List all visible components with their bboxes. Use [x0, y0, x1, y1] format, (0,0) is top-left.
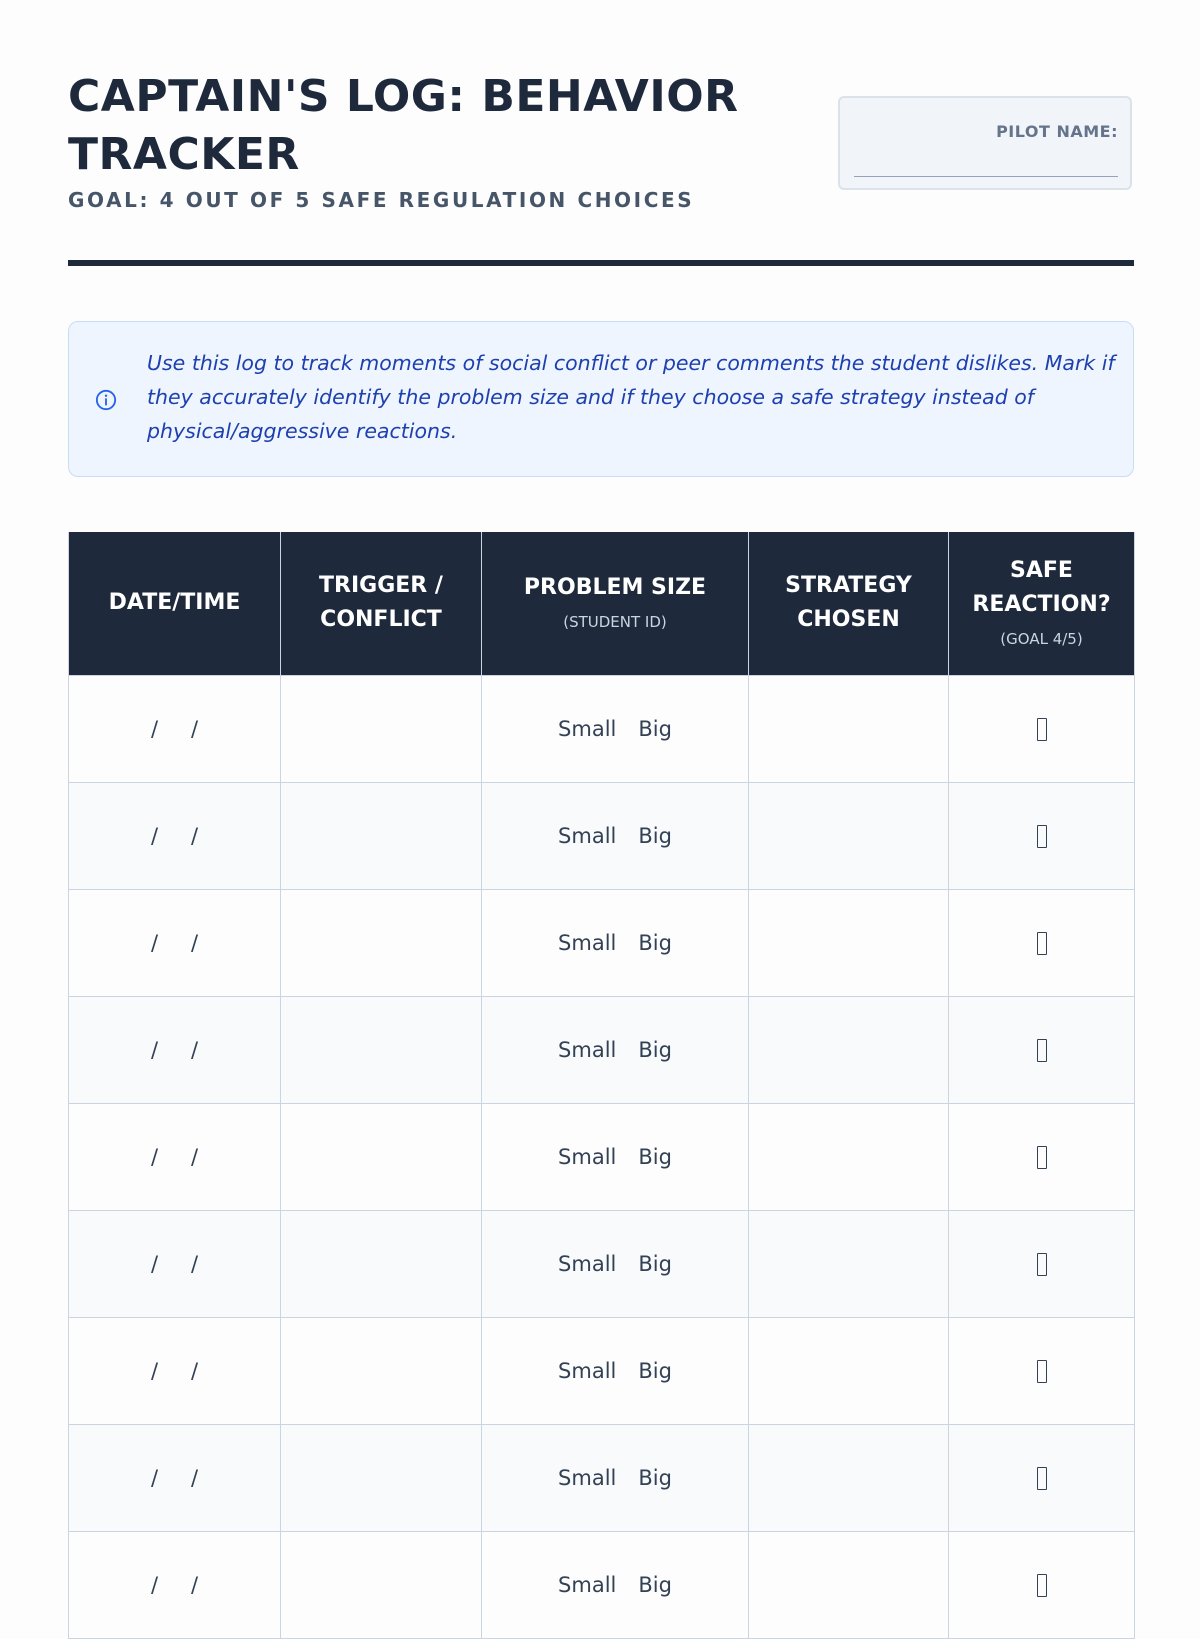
date-separator: / [150, 1037, 159, 1062]
strategy-chosen-cell[interactable] [749, 1210, 949, 1317]
behavior-log-table [68, 532, 1135, 1639]
date-separator: / [150, 1572, 159, 1597]
table-row [69, 782, 1135, 889]
date-time-cell[interactable] [69, 1424, 281, 1531]
col-header-strategy-chosen: STRATEGY CHOSEN [749, 532, 949, 675]
safe-reaction-cell [949, 1103, 1135, 1210]
problem-size-option-small[interactable]: Small [558, 1358, 617, 1383]
problem-size-option-small[interactable]: Small [558, 1251, 617, 1276]
problem-size-option-small[interactable]: Small [558, 823, 617, 848]
date-separator: / [150, 1251, 159, 1276]
safe-reaction-cell [949, 889, 1135, 996]
date-time-cell[interactable] [69, 1317, 281, 1424]
date-time-cell[interactable] [69, 782, 281, 889]
date-time-cell[interactable] [69, 889, 281, 996]
pilot-name-box[interactable] [838, 96, 1132, 190]
date-separator: / [150, 930, 159, 955]
strategy-chosen-cell[interactable] [749, 782, 949, 889]
date-separator: / [150, 1465, 159, 1490]
table-header-row [69, 532, 1135, 675]
trigger-conflict-cell[interactable] [281, 996, 482, 1103]
problem-size-option-big[interactable]: Big [638, 1572, 672, 1597]
problem-size-option-small[interactable]: Small [558, 716, 617, 741]
trigger-conflict-cell[interactable] [281, 1103, 482, 1210]
strategy-chosen-cell[interactable] [749, 889, 949, 996]
safe-reaction-checkbox[interactable] [1037, 1039, 1047, 1062]
problem-size-cell [482, 1317, 749, 1424]
safe-reaction-cell [949, 1210, 1135, 1317]
problem-size-option-big[interactable]: Big [638, 716, 672, 741]
safe-reaction-checkbox[interactable] [1037, 825, 1047, 848]
date-separator: / [190, 1358, 199, 1383]
table-row [69, 675, 1135, 782]
strategy-chosen-cell[interactable] [749, 1103, 949, 1210]
date-time-cell[interactable] [69, 1531, 281, 1638]
problem-size-option-small[interactable]: Small [558, 1037, 617, 1062]
strategy-chosen-cell[interactable] [749, 1317, 949, 1424]
col-header-note: (GOAL 4/5) [1000, 630, 1083, 649]
behavior-tracker-page [68, 0, 1134, 1597]
pilot-name-label: PILOT NAME: [996, 122, 1118, 141]
problem-size-cell [482, 1424, 749, 1531]
problem-size-cell [482, 782, 749, 889]
problem-size-option-big[interactable]: Big [638, 1037, 672, 1062]
date-time-cell[interactable] [69, 1210, 281, 1317]
strategy-chosen-cell[interactable] [749, 996, 949, 1103]
safe-reaction-checkbox[interactable] [1037, 1574, 1047, 1597]
safe-reaction-checkbox[interactable] [1037, 932, 1047, 955]
problem-size-option-big[interactable]: Big [638, 930, 672, 955]
problem-size-cell [482, 1103, 749, 1210]
safe-reaction-checkbox[interactable] [1037, 1253, 1047, 1276]
date-time-cell[interactable] [69, 996, 281, 1103]
col-header-problem-size: PROBLEM SIZE (STUDENT ID) [482, 532, 749, 675]
info-circle-icon [95, 389, 117, 411]
problem-size-option-small[interactable]: Small [558, 930, 617, 955]
problem-size-option-small[interactable]: Small [558, 1572, 617, 1597]
trigger-conflict-cell[interactable] [281, 1317, 482, 1424]
date-time-cell[interactable] [69, 1103, 281, 1210]
trigger-conflict-cell[interactable] [281, 889, 482, 996]
safe-reaction-checkbox[interactable] [1037, 1146, 1047, 1169]
problem-size-cell [482, 675, 749, 782]
strategy-chosen-cell[interactable] [749, 1424, 949, 1531]
pilot-name-line[interactable] [854, 176, 1118, 177]
table-body [69, 675, 1135, 1638]
col-header-trigger-conflict: TRIGGER / CONFLICT [281, 532, 482, 675]
problem-size-option-big[interactable]: Big [638, 1144, 672, 1169]
info-callout [68, 321, 1134, 477]
col-header-date-time: DATE/TIME [69, 532, 281, 675]
problem-size-cell [482, 889, 749, 996]
date-separator: / [150, 716, 159, 741]
date-separator: / [190, 1465, 199, 1490]
safe-reaction-cell [949, 1317, 1135, 1424]
safe-reaction-cell [949, 996, 1135, 1103]
header-divider [68, 260, 1134, 266]
table-row [69, 1424, 1135, 1531]
trigger-conflict-cell[interactable] [281, 782, 482, 889]
col-header-note: (STUDENT ID) [563, 613, 667, 632]
problem-size-cell [482, 996, 749, 1103]
strategy-chosen-cell[interactable] [749, 1531, 949, 1638]
problem-size-option-big[interactable]: Big [638, 1251, 672, 1276]
safe-reaction-cell [949, 782, 1135, 889]
safe-reaction-checkbox[interactable] [1037, 1467, 1047, 1490]
safe-reaction-cell [949, 675, 1135, 782]
table-row [69, 1317, 1135, 1424]
problem-size-option-big[interactable]: Big [638, 823, 672, 848]
trigger-conflict-cell[interactable] [281, 1424, 482, 1531]
strategy-chosen-cell[interactable] [749, 675, 949, 782]
table-row [69, 1531, 1135, 1638]
table-row [69, 1103, 1135, 1210]
table-row [69, 996, 1135, 1103]
date-separator: / [190, 1572, 199, 1597]
table-row [69, 889, 1135, 996]
problem-size-cell [482, 1531, 749, 1638]
date-separator: / [150, 823, 159, 848]
safe-reaction-cell [949, 1531, 1135, 1638]
problem-size-option-small[interactable]: Small [558, 1465, 617, 1490]
problem-size-option-big[interactable]: Big [638, 1465, 672, 1490]
date-separator: / [190, 1037, 199, 1062]
problem-size-option-small[interactable]: Small [558, 1144, 617, 1169]
safe-reaction-cell [949, 1424, 1135, 1531]
date-separator: / [190, 930, 199, 955]
problem-size-cell [482, 1210, 749, 1317]
goal-subtitle: GOAL: 4 OUT OF 5 SAFE REGULATION CHOICES [68, 188, 695, 212]
date-separator: / [190, 1251, 199, 1276]
col-header-safe-reaction: SAFE REACTION? (GOAL 4/5) [949, 532, 1135, 675]
info-text: Use this log to track moments of social conflict or peer comments the student dislikes. Mark if they accurately identify the problem size and if they choose a safe strategy instead of physical/aggressive reactions. [147, 351, 1115, 443]
trigger-conflict-cell[interactable] [281, 675, 482, 782]
header [68, 0, 1134, 215]
date-time-cell[interactable] [69, 675, 281, 782]
date-separator: / [190, 823, 199, 848]
date-separator: / [150, 1358, 159, 1383]
table-row [69, 1210, 1135, 1317]
trigger-conflict-cell[interactable] [281, 1531, 482, 1638]
date-separator: / [190, 1144, 199, 1169]
problem-size-option-big[interactable]: Big [638, 1358, 672, 1383]
trigger-conflict-cell[interactable] [281, 1210, 482, 1317]
page-title: CAPTAIN'S LOG: BEHAVIOR TRACKER [68, 71, 739, 180]
date-separator: / [190, 716, 199, 741]
safe-reaction-checkbox[interactable] [1037, 718, 1047, 741]
date-separator: / [150, 1144, 159, 1169]
safe-reaction-checkbox[interactable] [1037, 1360, 1047, 1383]
